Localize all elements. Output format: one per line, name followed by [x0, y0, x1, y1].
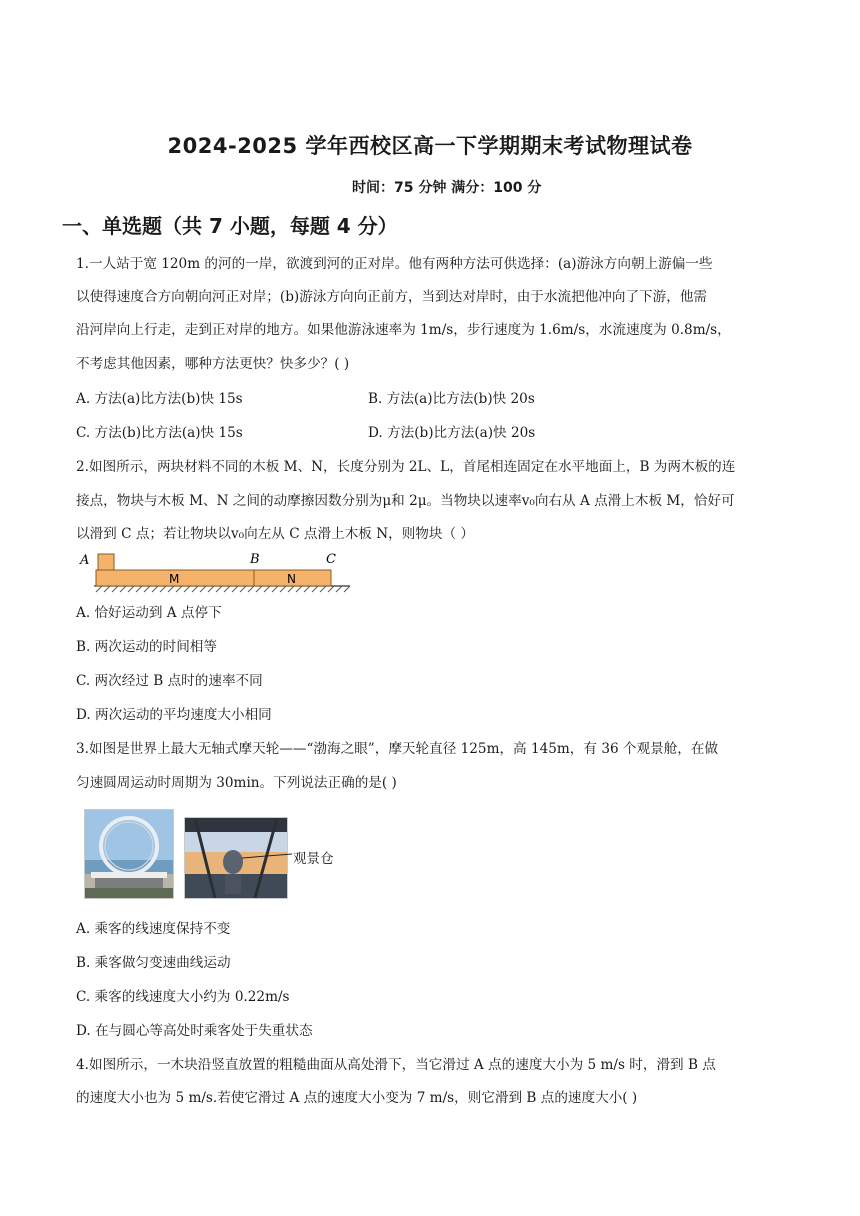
label-c: C [326, 552, 336, 567]
q1-line-1: 1.一人站于宽 120m 的河的一岸，欲渡到河的正对岸。他有两种方法可供选择：(a)游泳方向朝上游偏一些 [76, 256, 713, 272]
label-n: N [287, 572, 296, 586]
q2-option-c: C. 两次经过 B 点时的速率不同 [76, 673, 263, 689]
q3-option-d: D. 在与圆心等高处时乘客处于失重状态 [76, 1023, 313, 1039]
q3-option-a: A. 乘客的线速度保持不变 [76, 921, 231, 937]
q2-option-d: D. 两次运动的平均速度大小相同 [76, 707, 272, 723]
q3-line-2: 匀速圆周运动时周期为 30min。下列说法正确的是( ) [76, 775, 397, 791]
q2-line-3: 以滑到 C 点；若让物块以v₀向左从 C 点滑上木板 N，则物块（ ） [76, 526, 475, 542]
section-heading: 一、单选题（共 7 小题，每题 4 分） [62, 214, 398, 238]
q1-line-3: 沿河岸向上行走，走到正对岸的地方。如果他游泳速率为 1m/s，步行速度为 1.6m/s，水流速度为 0.8m/s， [76, 322, 731, 338]
q4-line-1: 4.如图所示，一木块沿竖直放置的粗糙曲面从高处滑下，当它滑过 A 点的速度大小为 5 m/s 时，滑到 B 点 [76, 1057, 716, 1073]
q4-line-2: 的速度大小也为 5 m/s.若使它滑过 A 点的速度大小变为 7 m/s，则它滑到 B 点的速度大小( ) [76, 1090, 638, 1106]
hatch-ground [94, 586, 350, 592]
q1-line-4: 不考虑其他因素，哪种方法更快？快多少？( ) [76, 356, 350, 372]
q1-option-a: A. 方法(a)比方法(b)快 15s [76, 391, 243, 407]
q2-option-b: B. 两次运动的时间相等 [76, 639, 217, 655]
q2-line-1: 2.如图所示，两块材料不同的木板 M、N，长度分别为 2L、L，首尾相连固定在水平地面上，B 为两木板的连 [76, 459, 736, 475]
q1-option-b: B. 方法(a)比方法(b)快 20s [368, 391, 535, 407]
label-b: B [250, 552, 260, 567]
q1-option-d: D. 方法(b)比方法(a)快 20s [368, 425, 536, 441]
cabin-label: 观景仓 [293, 851, 334, 867]
exam-title: 2024-2025 学年西校区高一下学期期末考试物理试卷 [167, 134, 693, 158]
q2-line-2: 接点，物块与木板 M、N 之间的动摩擦因数分别为μ和 2μ。当物块以速率v₀向右从 A 点滑上木板 M，恰好可 [76, 493, 735, 509]
q2-board-figure [76, 546, 356, 596]
label-m: M [169, 572, 180, 586]
cabin-pointer-line [242, 848, 294, 860]
exam-time-score: 时间：75 分钟 满分：100 分 [352, 180, 542, 196]
q3-option-c: C. 乘客的线速度大小约为 0.22m/s [76, 989, 290, 1005]
q3-option-b: B. 乘客做匀变速曲线运动 [76, 955, 231, 971]
q3-line-1: 3.如图是世界上最大无轴式摩天轮——“渤海之眼”，摩天轮直径 125m，高 145m，有 36 个观景舱，在做 [76, 741, 719, 757]
q2-option-a: A. 恰好运动到 A 点停下 [76, 605, 222, 621]
q1-option-c: C. 方法(b)比方法(a)快 15s [76, 425, 243, 441]
q1-line-2: 以使得速度合方向朝向河正对岸；(b)游泳方向向正前方，当到达对岸时，由于水流把他冲向了下游，他需 [76, 289, 708, 305]
ferris-wheel-photo [84, 809, 174, 899]
block [98, 554, 114, 570]
label-a: A [80, 553, 90, 568]
